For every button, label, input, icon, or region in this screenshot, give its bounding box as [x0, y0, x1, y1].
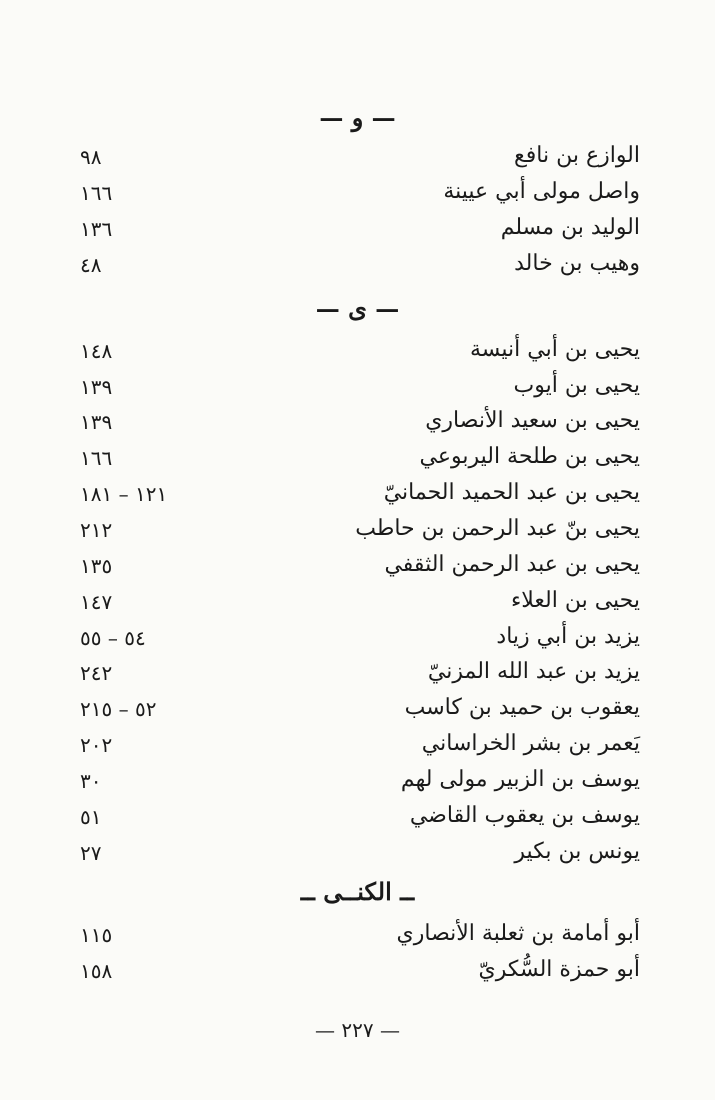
index-entry: [80, 373, 640, 407]
entry-pages: ١٤٨: [80, 339, 113, 363]
entry-name: يحيى بنّ عبد الرحمن بن حاطب: [355, 516, 640, 541]
entry-name: يَعمر بن بشر الخراساني: [421, 731, 640, 756]
entry-name: الوازع بن نافع: [514, 143, 640, 168]
entry-name: وهيب بن خالد: [514, 251, 640, 276]
section-heading-kunya: ــ الكنــى ــ: [300, 877, 415, 906]
entry-name: يونس بن بكير: [514, 839, 640, 864]
index-entry: [80, 767, 640, 801]
entry-pages: ٢٤٢: [80, 661, 113, 685]
entry-pages: ٥٤ – ٥٥: [80, 626, 146, 650]
entry-pages: ٢٠٢: [80, 733, 113, 757]
entry-name: يحيى بن طلحة اليربوعي: [419, 444, 640, 469]
entry-pages: ٥٢ – ٢١٥: [80, 697, 157, 721]
entry-pages: ١٤٧: [80, 590, 113, 614]
index-entry: [80, 516, 640, 550]
index-entry: [80, 444, 640, 478]
entry-name: يعقوب بن حميد بن كاسب: [404, 695, 640, 720]
index-entry: [80, 957, 640, 991]
section-heading-ya: — ى —: [315, 294, 400, 323]
index-entry: [80, 695, 640, 729]
entry-name: واصل مولى أبي عيينة: [443, 179, 640, 204]
entry-name: يحيى بن أبي أنيسة: [469, 337, 640, 362]
index-entry: [80, 659, 640, 693]
entry-pages: ٢١٢: [80, 518, 113, 542]
entry-name: يزيد بن أبي زياد: [496, 624, 640, 649]
entry-name: يحيى بن العلاء: [510, 588, 640, 613]
index-entry: [80, 480, 640, 514]
entry-name: أبو حمزة السُّكريّ: [478, 957, 640, 982]
index-entry: [80, 408, 640, 442]
page-number: — ٢٢٧ —: [315, 1018, 400, 1042]
entry-name: يحيى بن عبد الرحمن الثقفي: [384, 552, 640, 577]
index-entry: [80, 337, 640, 371]
entry-pages: ١٣٩: [80, 375, 113, 399]
entry-pages: ٤٨: [80, 253, 102, 277]
index-entry: [80, 251, 640, 285]
entry-name: أبو أمامة بن ثعلبة الأنصاري: [396, 921, 640, 946]
index-entry: [80, 921, 640, 955]
index-entry: [80, 143, 640, 177]
index-entry: [80, 624, 640, 658]
entry-pages: ١٥٨: [80, 959, 113, 983]
entry-pages: ١٢١ – ١٨١: [80, 482, 168, 506]
entry-pages: ١٦٦: [80, 181, 113, 205]
entry-pages: ٢٧: [80, 841, 102, 865]
entry-name: يحيى بن سعيد الأنصاري: [425, 408, 640, 433]
entry-name: يزيد بن عبد الله المزنيّ: [427, 659, 640, 684]
index-entry: [80, 215, 640, 249]
entry-name: يحيى بن عبد الحميد الحمانيّ: [383, 480, 640, 505]
index-entry: [80, 588, 640, 622]
index-entry: [80, 803, 640, 837]
index-entry: [80, 839, 640, 873]
index-entry: [80, 552, 640, 586]
index-entry: [80, 731, 640, 765]
entry-pages: ٥١: [80, 805, 102, 829]
section-heading-waw: — و —: [319, 103, 396, 132]
entry-name: يوسف بن يعقوب القاضي: [409, 803, 640, 828]
entry-pages: ١٣٥: [80, 554, 113, 578]
entry-pages: ١٣٩: [80, 410, 113, 434]
entry-pages: ١١٥: [80, 923, 113, 947]
entry-name: يوسف بن الزبير مولى لهم: [400, 767, 640, 792]
entry-pages: ٩٨: [80, 145, 102, 169]
index-entry: [80, 179, 640, 213]
entry-name: يحيى بن أيوب: [513, 373, 640, 398]
entry-name: الوليد بن مسلم: [500, 215, 640, 240]
entry-pages: ١٦٦: [80, 446, 113, 470]
entry-pages: ١٣٦: [80, 217, 113, 241]
entry-pages: ٣٠: [80, 769, 102, 793]
